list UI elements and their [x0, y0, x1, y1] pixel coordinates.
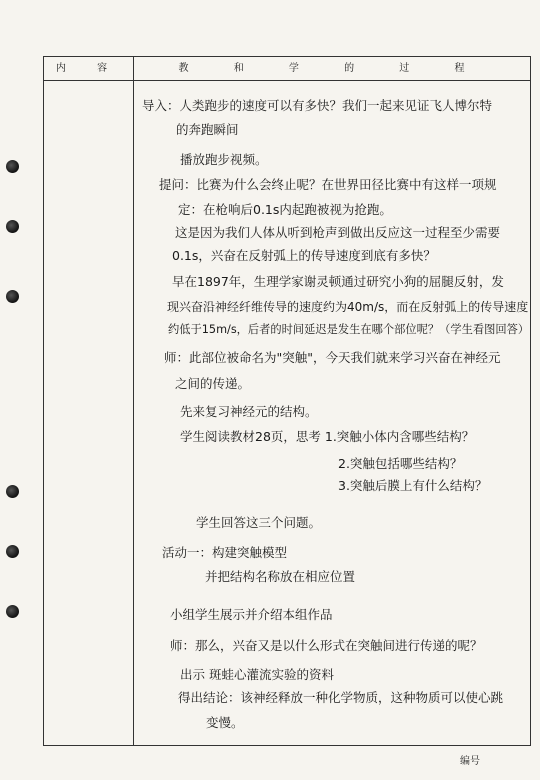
handwritten-line: 的奔跑瞬间: [176, 122, 239, 137]
header-process-label: 教 和 学 的 过 程: [178, 63, 486, 74]
binder-hole: [6, 160, 19, 173]
handwritten-line: 出示 斑蛙心灌流实验的资料: [180, 667, 334, 682]
handwritten-line: 导入：人类跑步的速度可以有多快？我们一起来见证飞人博尔特: [142, 98, 493, 113]
handwritten-line: 学生回答这三个问题。: [196, 515, 322, 530]
binder-hole: [6, 290, 19, 303]
handwritten-line: 定：在枪响后0.1s内起跑被视为抢跑。: [178, 202, 392, 217]
handwritten-line: 早在1897年，生理学家谢灵顿通过研究小狗的屈腿反射，发: [172, 274, 504, 289]
table-header: [44, 57, 530, 81]
handwritten-line: 播放跑步视频。: [180, 152, 268, 167]
handwritten-line: 这是因为我们人体从听到枪声到做出反应这一过程至少需要: [175, 225, 501, 240]
handwritten-line: 小组学生展示并介绍本组作品: [170, 607, 333, 622]
handwritten-line: 2.突触包括哪些结构？: [338, 456, 463, 471]
footer-number-label: 编号: [460, 756, 480, 767]
binder-hole: [6, 220, 19, 233]
handwritten-line: 约低于15m/s，后者的时间延迟是发生在哪个部位呢？（学生看图回答）: [168, 323, 530, 336]
handwritten-line: 并把结构名称放在相应位置: [205, 569, 356, 584]
handwritten-line: 活动一：构建突触模型: [162, 545, 288, 560]
handwritten-line: 之间的传递。: [175, 376, 251, 391]
handwritten-line: 现兴奋沿神经纤维传导的速度约为40m/s，而在反射弧上的传导速度: [167, 300, 529, 314]
header-content-label: 内 容: [55, 63, 122, 74]
handwritten-line: 得出结论：该神经释放一种化学物质，这种物质可以使心跳: [178, 690, 504, 705]
handwritten-line: 变慢。: [206, 715, 244, 730]
binder-hole: [6, 545, 19, 558]
handwritten-line: 提问：比赛为什么会终止呢？在世界田径比赛中有这样一项规: [159, 177, 497, 192]
handwritten-line: 先来复习神经元的结构。: [180, 404, 318, 419]
column-divider: [133, 57, 134, 745]
handwritten-line: 师：此部位被命名为"突触"，今天我们就来学习兴奋在神经元: [164, 350, 501, 365]
handwritten-line: 学生阅读教材28页，思考 1.突触小体内含哪些结构？: [180, 429, 475, 444]
handwritten-line: 师：那么，兴奋又是以什么形式在突触间进行传递的呢？: [170, 638, 483, 653]
handwritten-line: 3.突触后膜上有什么结构？: [338, 478, 488, 493]
binder-hole: [6, 605, 19, 618]
binder-hole: [6, 485, 19, 498]
handwritten-line: 0.1s，兴奋在反射弧上的传导速度到底有多快？: [172, 248, 436, 263]
